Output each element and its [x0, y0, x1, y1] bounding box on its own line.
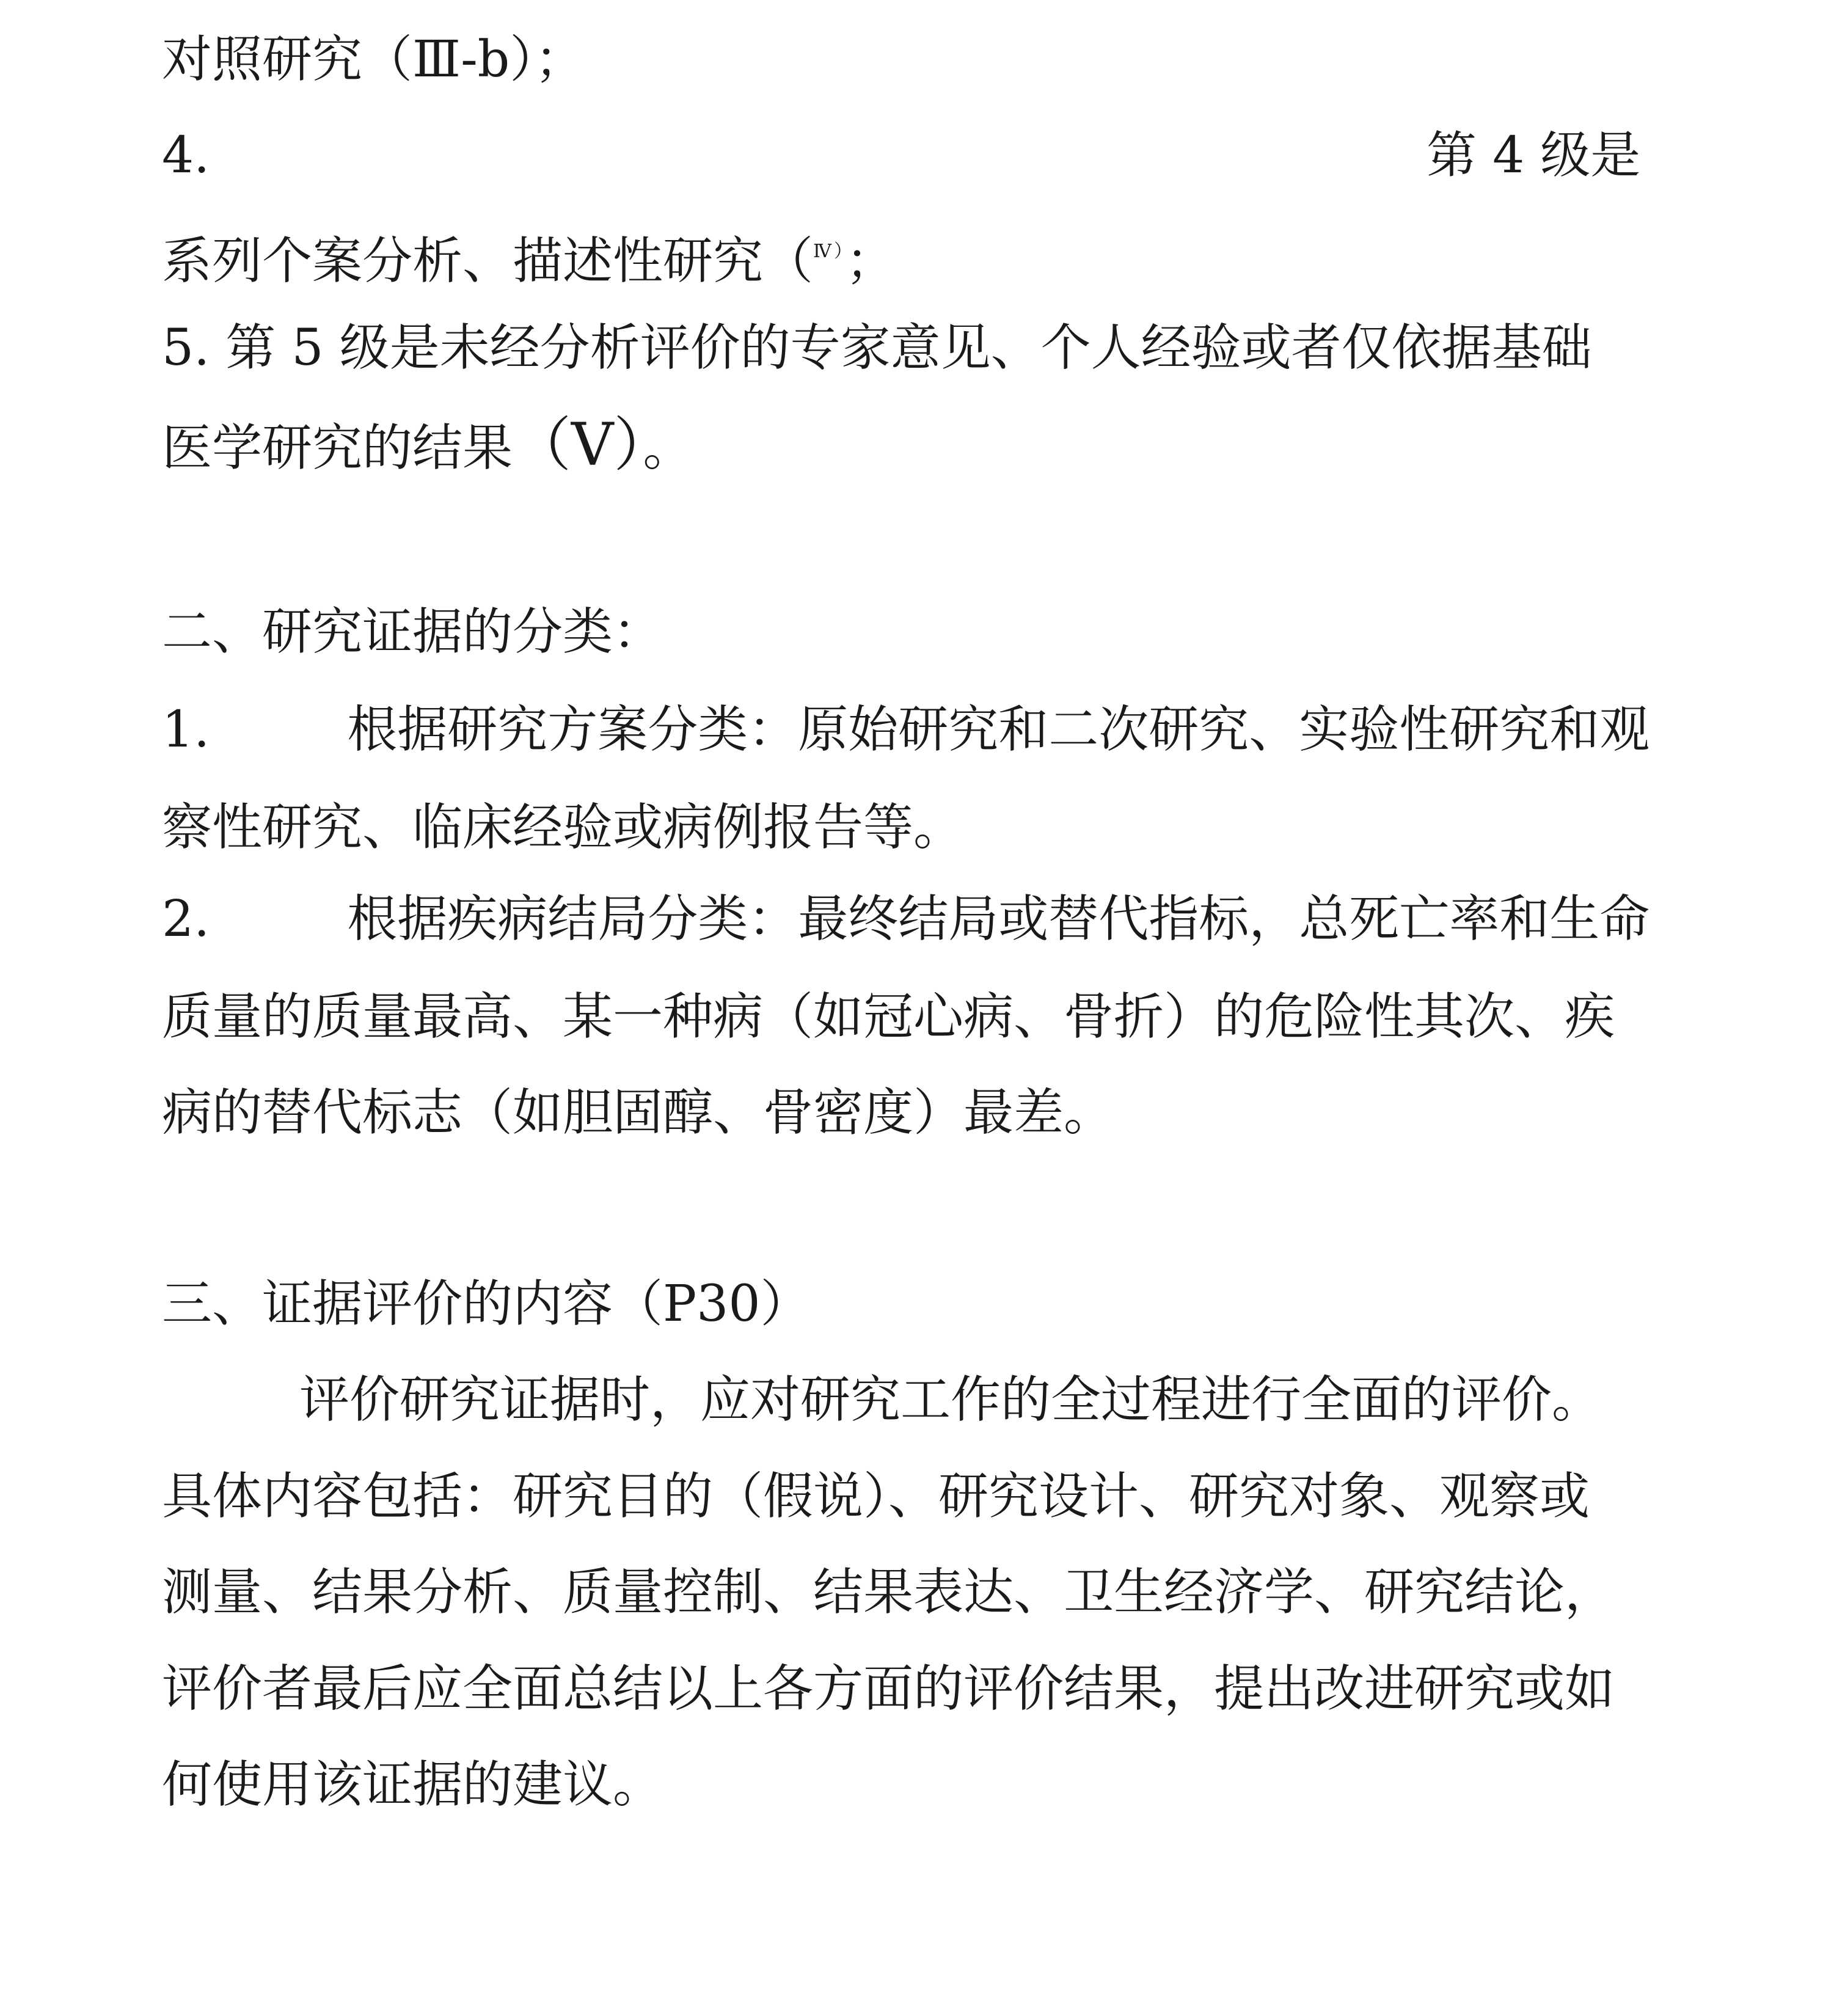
- list-text: 根据研究方案分类：原始研究和二次研究、实验性研究和观: [347, 701, 1650, 759]
- text-line: 测量、结果分析、质量控制、结果表达、卫生经济学、研究结论，: [162, 1563, 1615, 1621]
- list-item-5: 5. 第 5 级是未经分析评价的专家意见、个人经验或者仅依据基础: [162, 319, 1592, 377]
- level-marker: Ⅳ）: [813, 241, 846, 262]
- text-fragment: 系列个案分析、描述性研究（: [162, 232, 814, 290]
- text-line: 察性研究、临床经验或病例报告等。: [162, 798, 964, 856]
- level-marker: （Ⅴ）: [513, 411, 643, 479]
- text-line: [162, 411, 1701, 479]
- text-fragment: 。: [643, 419, 693, 477]
- section-heading: 三、证据评价的内容（P30）: [162, 1275, 811, 1333]
- text-line: 何使用该证据的建议。: [162, 1756, 663, 1814]
- text-fragment: 第 4 级是: [1427, 126, 1641, 184]
- text-line: 评价者最后应全面总结以上各方面的评价结果，提出改进研究或如: [162, 1660, 1615, 1718]
- section-heading: 二、研究证据的分类：: [162, 603, 663, 661]
- text-line: 病的替代标志（如胆固醇、骨密度）最差。: [162, 1084, 1114, 1142]
- paragraph-first-line: [162, 1370, 1701, 1431]
- list-number: 2.: [162, 890, 210, 948]
- list-item-2: [162, 889, 1701, 950]
- text-line: 对照研究（Ⅲ-b）；: [162, 31, 585, 89]
- text-fragment: 评价研究证据时，应对研究工作的全过程进行全面的评价。: [299, 1371, 1602, 1429]
- list-number: 1.: [162, 701, 210, 759]
- list-item-4: [162, 125, 1701, 186]
- list-text: 根据疾病结局分类：最终结局或替代指标，总死亡率和生命: [347, 890, 1650, 948]
- list-item-1: [162, 699, 1701, 761]
- text-fragment: 医学研究的结果: [162, 419, 513, 477]
- text-line: 具体内容包括：研究目的（假说）、研究设计、研究对象、观察或: [162, 1467, 1590, 1525]
- text-fragment: ；: [846, 232, 896, 290]
- text-line: 质量的质量最高、某一种病（如冠心病、骨折）的危险性其次、疾: [162, 988, 1615, 1046]
- list-number: 4.: [162, 126, 210, 184]
- text-line: [162, 221, 1701, 290]
